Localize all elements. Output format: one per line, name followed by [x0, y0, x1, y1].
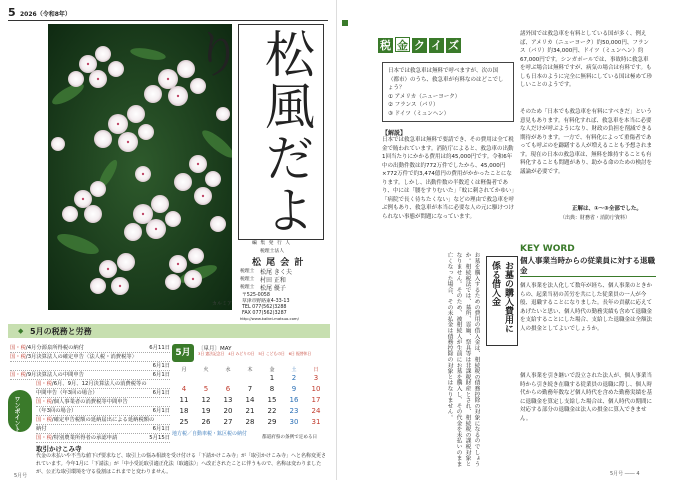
calendar-day: 30 — [289, 418, 299, 426]
rep-name-3: 松尾 優子 — [260, 285, 286, 292]
calendar-day: 13 — [223, 396, 233, 404]
quiz-option-1: ① アメリカ（ニューヨーク） — [388, 93, 461, 100]
calendar-day: 6 — [225, 385, 231, 393]
page-number: 5 — [8, 6, 16, 19]
calendar-day: 3 — [313, 374, 319, 382]
quiz-option-3: ③ ドイツ（ミュンヘン） — [388, 110, 450, 117]
footer-right: 5月号 ―― 4 — [610, 471, 640, 477]
keyword-label: KEY WORD — [520, 244, 575, 254]
rep-title-3: 税理士 — [240, 285, 255, 290]
editor-role: 税理士法人 — [260, 249, 284, 254]
calendar-holidays: 3日 憲法記念日 4日 みどりの日 5日 こどもの日 6日 振替休日 — [198, 351, 312, 356]
schedule-row: （年3回の場合） 6月1日 — [36, 408, 170, 414]
calendar-day: 29 — [267, 418, 277, 426]
tip-text: 代金の未払いや不当な値下げ要求など、取引上の悩み相談を受け付ける「下請かけこみ寺」が「取引かけこみ寺」へと名称変更されています。今年1月に「下請法」が「中小受託取引適正化法（取適法）」へ改正されたことに伴うもので、名称は変わりましたが、公正な取引環境を守る役割はこれまでと変わりません。 — [36, 453, 327, 475]
calendar-day: 16 — [289, 396, 299, 404]
calendar-day: 21 — [245, 407, 255, 415]
calendar — [172, 344, 330, 440]
schedule-title: 5月の税務と労務 — [30, 327, 92, 336]
quiz-correct-answer: 正解は、①〜③全部でした。 — [572, 206, 642, 212]
quiz-answer-text-3: そのため「日本でも救急車を有料にすべきだ」という意見もあります。有料化すれば、救急車を本当に必要な人だけが呼ぶようになり、財政の負担を削減できる期待があります。一方で、有料化によって重傷者であっても呼ぶのを躊躇する人が増えることも予想されます。現在の日本の救急車は、無料を維持することも有料化することも問題があり、助かる命のための検討を議論が必要です。 — [520, 109, 652, 175]
calendar-day: 31 — [311, 418, 321, 426]
schedule-row: 国・税/9月決算法人の中間申告 6月1日 — [10, 372, 170, 378]
calendar-day: 20 — [223, 407, 233, 415]
calendar-label: 〔皐月〕MAY — [198, 346, 232, 352]
masthead-title: 松風だより — [185, 28, 315, 236]
quiz-answer-text: 日本では救急車は無料で要請でき、その費用は全て税金で賄われています。消防庁によると、救急車の出動1回当たりにかかる費用は約45,000円です。令和6年中の出動件数は約772万件でしたから、45,000円×772万件で約3,474億円の費用がかかったことになります。しかし、出動件数の半数近くは軽傷者であり、中には「腰をすりむいた」「蚊に刺されてかゆい」「病院で長く待ちたくない」などの理由で救急車を呼ぶ例もあり、救急車が本当に必要な人の元に駆けつけられない事態が問題になっています。 — [382, 137, 514, 220]
schedule-row: 国・税/特別農業所得者の承認申請 5月15日 — [36, 435, 170, 441]
quiz-answer-text-2: 諸外国では救急車を有料としている国が多く、例えば、アメリカ（ニューヨーク）約50,000円、フランス（パリ）約34,000円、ドイツ（ミュンヘン）約67,000円です。シンガポールでは、事故時に救急車を呼ぶ場合は無料ですが、病気の場合は有料です。もしも日本のように完全に無料にしている国は極めて珍しいことのようです。 — [520, 31, 652, 89]
quiz-option-2: ② フランス（パリ） — [388, 102, 439, 109]
calendar-day: 14 — [245, 396, 255, 404]
calendar-day: 2 — [291, 374, 297, 382]
calendar-day: 17 — [311, 396, 321, 404]
publisher-info — [238, 236, 324, 324]
calendar-weekday-row: 月 火 水 木 金 土 日 — [181, 367, 319, 373]
keyword-title: 個人事業当時からの従業員に対する退職金 — [520, 256, 655, 276]
schedule-row: 国・税/3月決算法人の確定申告〈法人税・消費税等〉 — [10, 353, 170, 362]
calendar-day: 24 — [311, 407, 321, 415]
calendar-day: 1 — [269, 374, 275, 382]
calendar-day: 23 — [289, 407, 299, 415]
address-line-1: 〒525-0058 — [242, 293, 270, 298]
issue-year: 2026（令和8年） — [20, 11, 71, 18]
calendar-day: 19 — [201, 407, 211, 415]
onepoint-label: ワンポイント — [13, 396, 20, 432]
rep-name-2: 村田 正和 — [260, 277, 286, 284]
quiz-question: 日本では救急車は無料で呼べますが、次の国（都市）のうち、救急車が有料なのはどこでしょう？ — [388, 68, 504, 92]
calendar-day: 15 — [267, 396, 277, 404]
schedule-row: 中間申告（年3回の場合） 6月1日 — [36, 390, 170, 396]
calendar-day: 25 — [179, 418, 189, 426]
calendar-day: 4 — [181, 385, 187, 393]
tax-quiz-heading: 税 金 ク イ ズ — [380, 39, 459, 52]
calendar-day: 11 — [179, 396, 189, 404]
rep-title-2: 税理士 — [240, 277, 255, 282]
keyword-text-2: 個人事業を引き継いで設立された法人が、個人事業当時から引き続き在職する従業員の退職に際し、個人時代からの勤務年数など個人時代を含めた勤務実績を基に退職金を算定し支給した場合は、個人時代の期間に対応する部分の退職金は法人の損金に算入できません。 — [520, 373, 653, 422]
schedule-row: 6月1日 — [10, 362, 170, 371]
quiz-answer-label: 【解説】 — [382, 130, 407, 137]
local-tax-date: 都道府県の条例で定める日 — [262, 435, 318, 440]
schedule-row: 国・税/個人事業者の消費税等中間申告 — [36, 398, 170, 407]
calendar-day: 22 — [267, 407, 277, 415]
photo-caption: カルミア — [212, 301, 233, 307]
local-tax-note: 地方税／自動車税・鉱区税の納付 — [172, 431, 248, 437]
schedule-row: 国・税/確定申告税額の延納届出による延納税額の — [36, 416, 170, 425]
calendar-day: 12 — [201, 396, 211, 404]
calendar-month: 5月 — [172, 344, 194, 362]
calendar-grid — [172, 374, 330, 434]
calendar-day: 27 — [223, 418, 233, 426]
article-body: お墓を購入するための費用の借入金は、相続税の債務控除の対象になるのでしょうか。相続税法では、墓所、霊廟、祭具等は非課税財産とされ、相続税の課税対象となりません。そのため、被相続人が生前にお墓を購入し、その代金を未払いのまま亡くなった場合、その未払金は債務控除の対象とはなりません。 — [446, 252, 479, 467]
tip-section — [36, 444, 330, 478]
calendar-day: 5 — [203, 385, 209, 393]
header-rule — [8, 20, 328, 21]
page-gutter — [336, 0, 337, 480]
calendar-day: 10 — [311, 385, 321, 393]
quiz-source: （出典：財務省・消防庁資料） — [560, 215, 631, 221]
footer-left: 5月号 — [14, 473, 28, 479]
tip-heading: 取引かけこみ寺 — [36, 445, 82, 453]
firm-name: 松 尾 会 計 — [252, 258, 305, 268]
corner-mark — [342, 20, 348, 26]
calendar-day: 8 — [269, 385, 275, 393]
keyword-rule — [520, 276, 656, 277]
calendar-day: 18 — [179, 407, 189, 415]
address-line-2: 草津市野路東4-33-13 — [242, 299, 290, 304]
quiz-question-box — [382, 62, 514, 122]
diamond-icon: ◆ — [18, 327, 24, 335]
schedule-row: 国・税/6月、9月、12月決算法人の消費税等の — [36, 380, 170, 389]
rep-title-1: 税理士 — [240, 269, 255, 274]
calendar-day: 26 — [201, 418, 211, 426]
schedule-row: 国・税/4月分源泉所得税の納付 6月11日 — [10, 345, 170, 351]
editor-label: 編 集 発 行 人 — [252, 241, 292, 246]
website-url[interactable]: http://www.kaikei-matsuo.com/ — [240, 316, 299, 321]
keyword-text: 個人事業を法人化して数年が経ち、個人事業のときからの、起業当初の苦労を共にした従業員の一人が今般、退職することになりました。長年の貢献に応えてあげたいと思い、個人時代の勤務実績も含めて退職金を支給することにした場合、支給した退職金は全額法人の損金としてよいでしょうか。 — [520, 283, 653, 332]
calendar-day: 7 — [247, 385, 253, 393]
article-title: お墓の購入費用に係る借入金 — [486, 256, 518, 346]
calendar-day: 9 — [291, 385, 297, 393]
rep-name-1: 松尾 きく夫 — [260, 269, 292, 276]
calendar-day: 28 — [245, 418, 255, 426]
schedule-row: 納付 6月1日 — [36, 426, 170, 432]
tel-line: TEL 077(562)3288 — [242, 305, 287, 310]
fax-line: FAX 077(562)3287 — [242, 311, 287, 316]
